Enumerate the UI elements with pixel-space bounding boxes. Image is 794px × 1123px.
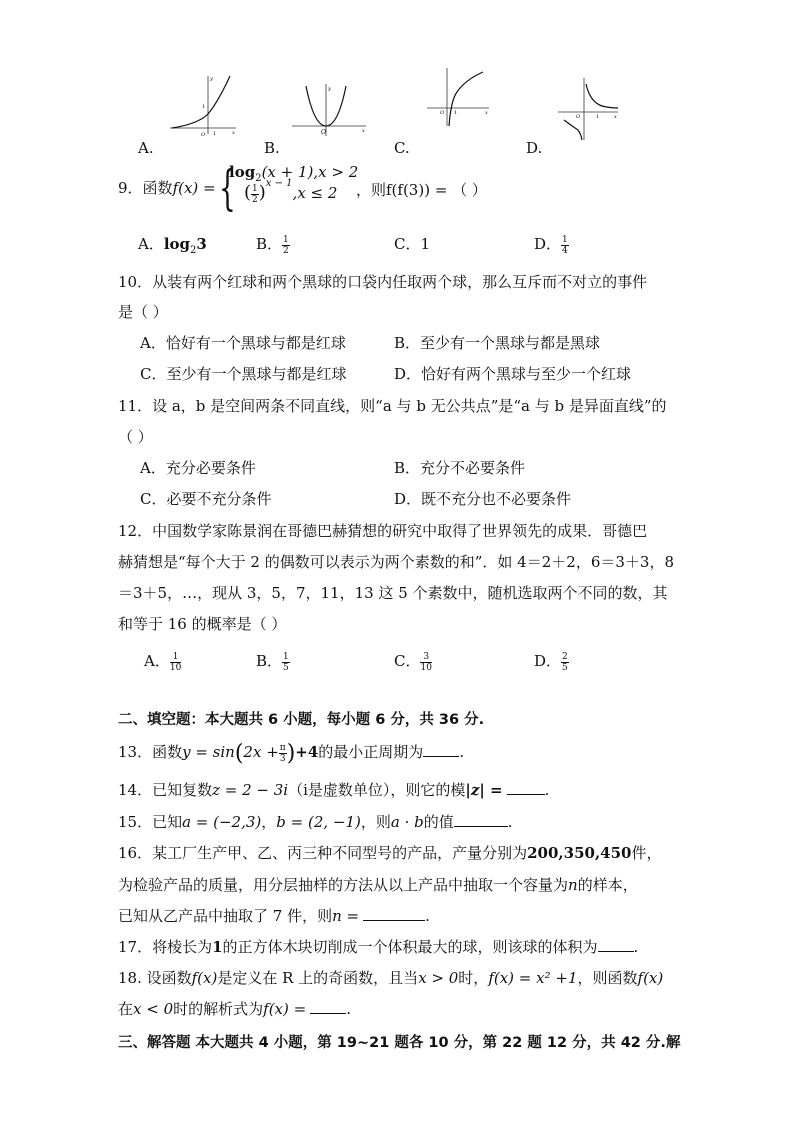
q13-answer-blank[interactable]	[423, 742, 459, 757]
svg-text:y: y	[210, 76, 213, 82]
svg-text:x: x	[614, 114, 617, 120]
q8-label-b: B.	[264, 139, 280, 157]
svg-text:y: y	[328, 86, 331, 92]
q11-option-b: B．充分不必要条件	[394, 459, 526, 477]
graph-a	[168, 72, 238, 137]
q9-stem: 9．函数f(x) =	[118, 179, 216, 197]
q9-suffix: ，则f(f(3)) = （ ）	[356, 181, 487, 199]
q14-answer-blank[interactable]	[507, 780, 545, 795]
q8-label-d: D.	[526, 139, 543, 157]
q17-answer-blank[interactable]	[598, 937, 634, 952]
q12-option-d: D． $\frac{2}{5}$	[534, 651, 568, 673]
q9-option-b: B． $\frac{1}{2}$	[256, 234, 289, 256]
q9-case-2: ( $\frac{1}{2}$ )$^{x - 1}$,x ≤ 2	[244, 178, 338, 205]
q8-label-c: C.	[394, 139, 410, 157]
svg-text:x: x	[232, 130, 235, 136]
q16-answer-blank[interactable]	[363, 906, 425, 921]
svg-text:O: O	[440, 110, 445, 116]
q9-brace: {	[219, 160, 236, 216]
q10-option-c: C．至少有一个黑球与都是红球	[140, 365, 347, 383]
q16-line-3: 已知从乙产品中抽取了 7 件，则n = .	[118, 907, 430, 925]
q8-label-a: A.	[138, 139, 154, 157]
q11-option-a: A．充分必要条件	[140, 459, 256, 477]
q12-line-4: 和等于 16 的概率是（ ）	[118, 615, 287, 633]
q15: 15．已知a = (−2,3)，b = (2, −1)，则a · b的值 .	[118, 813, 513, 831]
svg-text:O: O	[201, 132, 206, 137]
q14: 14．已知复数z = 2 − 3i（i是虚数单位），则它的模|z| = .	[118, 781, 550, 799]
q10-option-d: D．恰好有两个黑球与至少一个红球	[394, 365, 632, 383]
section-2-heading: 二、填空题：本大题共 6 小题，每小题 6 分，共 36 分.	[118, 712, 485, 728]
q9-case-1: $\log_2(x + 1),x > 2$	[229, 163, 359, 184]
q17: 17．将棱长为1的正方体木块切削成一个体积最大的球，则该球的体积为 .	[118, 938, 639, 956]
q9-option-c: C．1	[394, 235, 431, 253]
svg-text:x: x	[485, 110, 488, 116]
q11-option-d: D．既不充分也不必要条件	[394, 490, 572, 508]
section-3-heading: 三、解答题 本大题共 4 小题，第 19~21 题各 10 分，第 22 题 12 分，共 42 分.解	[118, 1035, 681, 1051]
svg-text:O: O	[321, 129, 326, 136]
svg-text:1: 1	[454, 110, 458, 116]
q12-option-a: A． $\frac{1}{10}$	[144, 651, 182, 673]
svg-text:x: x	[362, 128, 365, 134]
graph-b	[290, 82, 368, 140]
graph-c	[425, 66, 491, 128]
svg-text:1: 1	[596, 114, 600, 120]
q16-line-2: 为检验产品的质量，用分层抽样的方法从以上产品中抽取一个容量为n的样本，	[118, 876, 638, 894]
q9-option-a: A．$\log_23$	[138, 235, 207, 256]
q11-line-1: 11．设 a，b 是空间两条不同直线，则“a 与 b 无公共点”是“a 与 b 是异面直线”的	[118, 397, 667, 415]
q12-option-b: B． $\frac{1}{5}$	[256, 651, 289, 673]
graph-d	[556, 76, 620, 142]
q10-option-b: B．至少有一个黑球与都是黑球	[394, 334, 601, 352]
q10-line-2: 是（ ）	[118, 303, 168, 321]
svg-text:1: 1	[213, 131, 217, 137]
q9-option-d: D． $\frac{1}{4}$	[534, 234, 568, 256]
svg-text:O: O	[576, 114, 581, 120]
q18-answer-blank[interactable]	[310, 999, 346, 1014]
q12-line-2: 赫猜想是“每个大于 2 的偶数可以表示为两个素数的和”．如 4＝2＋2，6＝3＋3，8	[118, 553, 674, 571]
q10-line-1: 10．从装有两个红球和两个黑球的口袋内任取两个球，那么互斥而不对立的事件	[118, 273, 648, 291]
q12-option-c: C． $\frac{3}{10}$	[394, 651, 432, 673]
q12-line-1: 12．中国数学家陈景润在哥德巴赫猜想的研究中取得了世界领先的成果．哥德巴	[118, 522, 648, 540]
q12-line-3: ＝3＋5，…，现从 3，5，7，11，13 这 5 个素数中，随机选取两个不同的数，其	[118, 584, 668, 602]
q13: 13．函数y = sin(2x + $\frac{\pi}{3}$ )+4的最小正周期为 .	[118, 741, 465, 766]
q11-option-c: C．必要不充分条件	[140, 490, 272, 508]
q15-answer-blank[interactable]	[454, 812, 508, 827]
svg-text:1: 1	[202, 104, 206, 110]
q10-option-a: A．恰好有一个黑球与都是红球	[140, 334, 346, 352]
q18-line-1: 18. 设函数f(x)是定义在 R 上的奇函数，且当x > 0时，f(x) = x² +1，则函数f(x)	[118, 969, 664, 987]
q18-line-2: 在x < 0时的解析式为f(x) = .	[118, 1000, 351, 1018]
q16-line-1: 16．某工厂生产甲、乙、丙三种不同型号的产品，产量分别为200,350,450件，	[118, 844, 662, 862]
q11-line-2: （ ）	[118, 428, 153, 446]
